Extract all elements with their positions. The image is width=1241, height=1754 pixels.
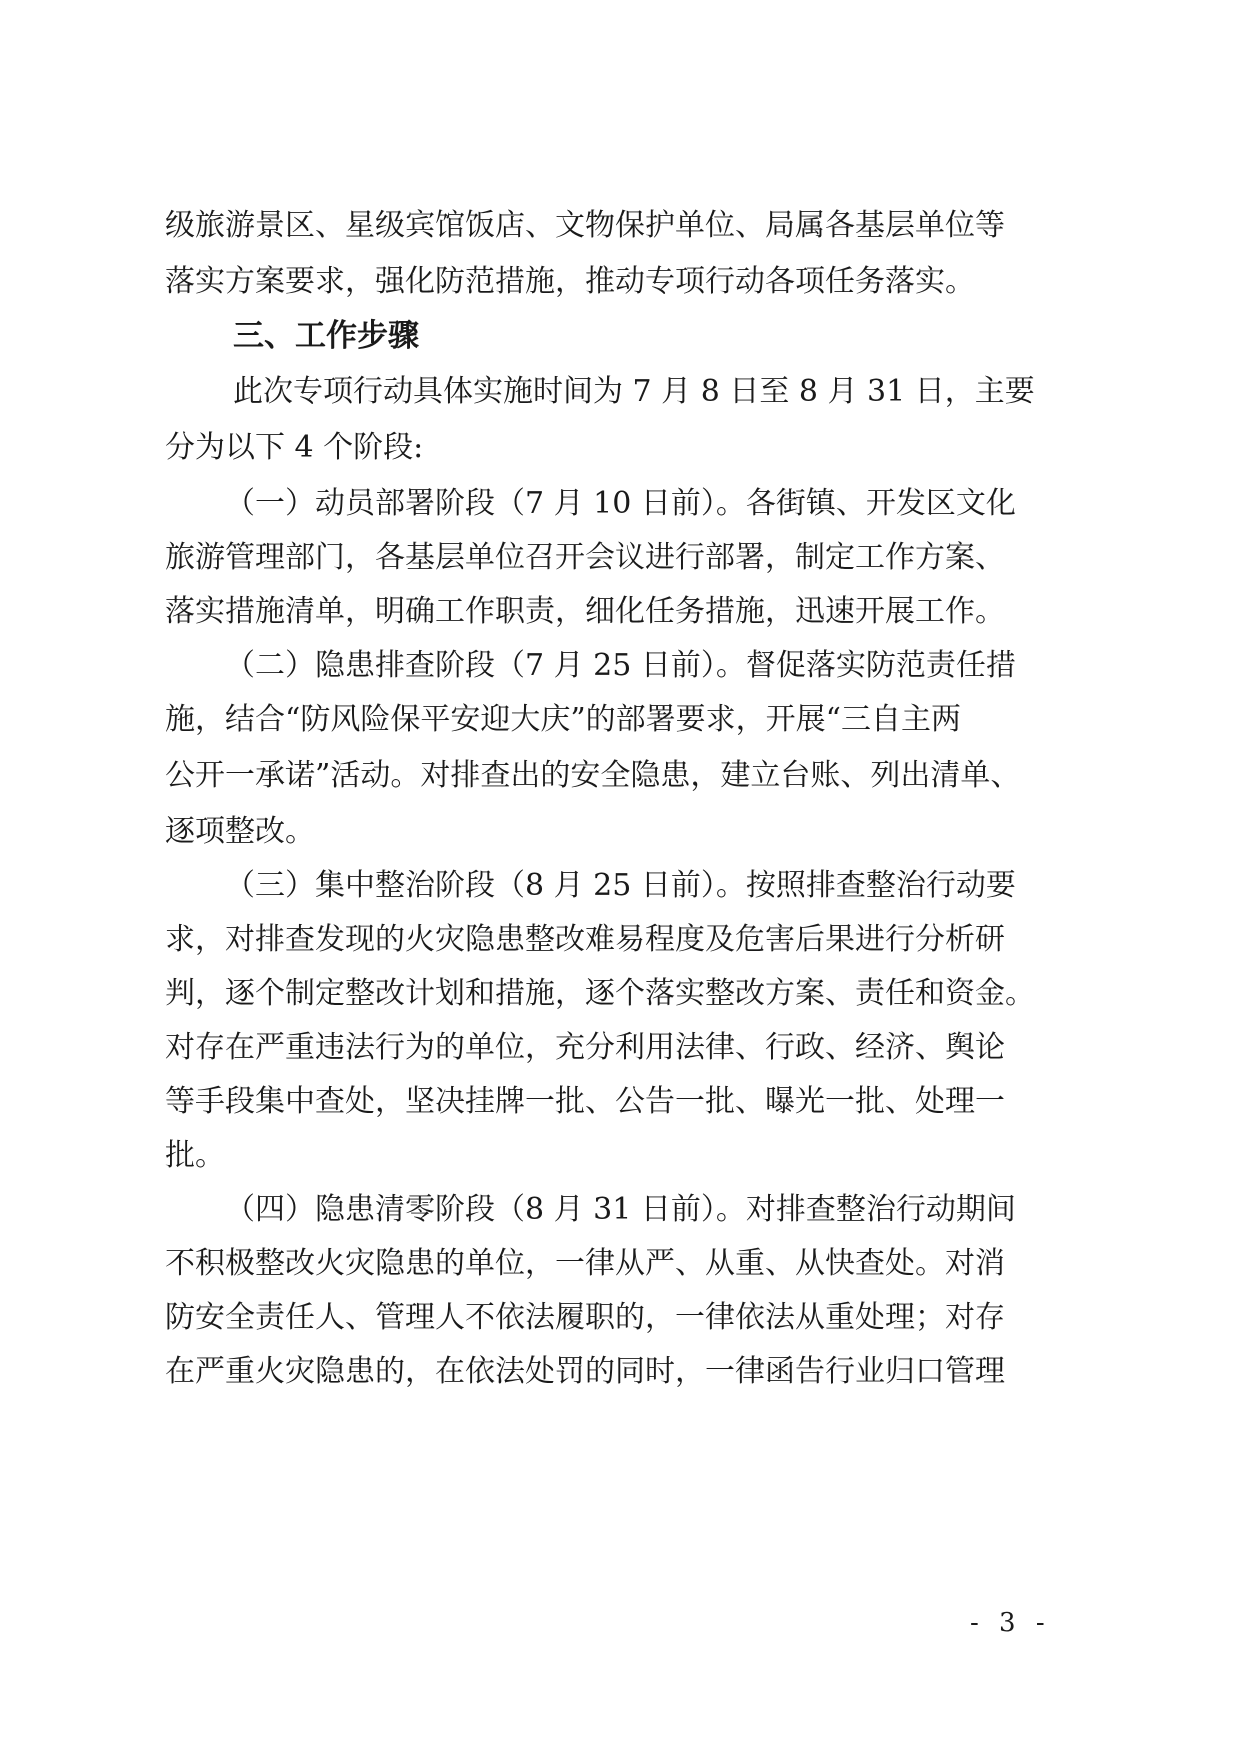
- stage-2-line-4: 逐项整改。: [165, 814, 315, 849]
- body-line-2: 落实方案要求，强化防范措施，推动专项行动各项任务落实。: [165, 264, 975, 299]
- stage-4-line-1: （四）隐患清零阶段（8 月 31 日前）。对排查整治行动期间: [225, 1192, 1016, 1227]
- stage-1-line-2: 旅游管理部门，各基层单位召开会议进行部署，制定工作方案、: [165, 540, 1005, 575]
- stage-2-line-3: 公开一承诺”活动。对排查出的安全隐患，建立台账、列出清单、: [165, 758, 1021, 793]
- stage-3-line-6: 批。: [165, 1138, 225, 1173]
- stage-2-line-1: （二）隐患排查阶段（7 月 25 日前）。督促落实防范责任措: [225, 648, 1016, 683]
- stage-3-line-5: 等手段集中查处，坚决挂牌一批、公告一批、曝光一批、处理一: [165, 1084, 1005, 1119]
- stage-3-line-2: 求，对排查发现的火灾隐患整改难易程度及危害后果进行分析研: [165, 922, 1005, 957]
- body-line-4: 分为以下 4 个阶段:: [165, 430, 424, 465]
- section-heading-work-steps: 三、工作步骤: [233, 318, 419, 354]
- stage-1-line-3: 落实措施清单，明确工作职责，细化任务措施，迅速开展工作。: [165, 594, 1005, 629]
- stage-3-line-1: （三）集中整治阶段（8 月 25 日前）。按照排查整治行动要: [225, 868, 1016, 903]
- body-line-3: 此次专项行动具体实施时间为 7 月 8 日至 8 月 31 日，主要: [233, 374, 1035, 409]
- stage-1-line-1: （一）动员部署阶段（7 月 10 日前）。各街镇、开发区文化: [225, 486, 1016, 521]
- page-number: - 3 -: [970, 1608, 1051, 1638]
- stage-2-line-2: 施，结合“防风险保平安迎大庆”的部署要求，开展“三自主两: [165, 702, 962, 737]
- stage-4-line-3: 防安全责任人、管理人不依法履职的，一律依法从重处理；对存: [165, 1300, 1005, 1335]
- stage-4-line-4: 在严重火灾隐患的，在依法处罚的同时，一律函告行业归口管理: [165, 1354, 1005, 1389]
- stage-3-line-4: 对存在严重违法行为的单位，充分利用法律、行政、经济、舆论: [165, 1030, 1005, 1065]
- stage-4-line-2: 不积极整改火灾隐患的单位，一律从严、从重、从快查处。对消: [165, 1246, 1005, 1281]
- body-line-1: 级旅游景区、星级宾馆饭店、文物保护单位、局属各基层单位等: [165, 208, 1005, 243]
- stage-3-line-3: 判，逐个制定整改计划和措施，逐个落实整改方案、责任和资金。: [165, 976, 1035, 1011]
